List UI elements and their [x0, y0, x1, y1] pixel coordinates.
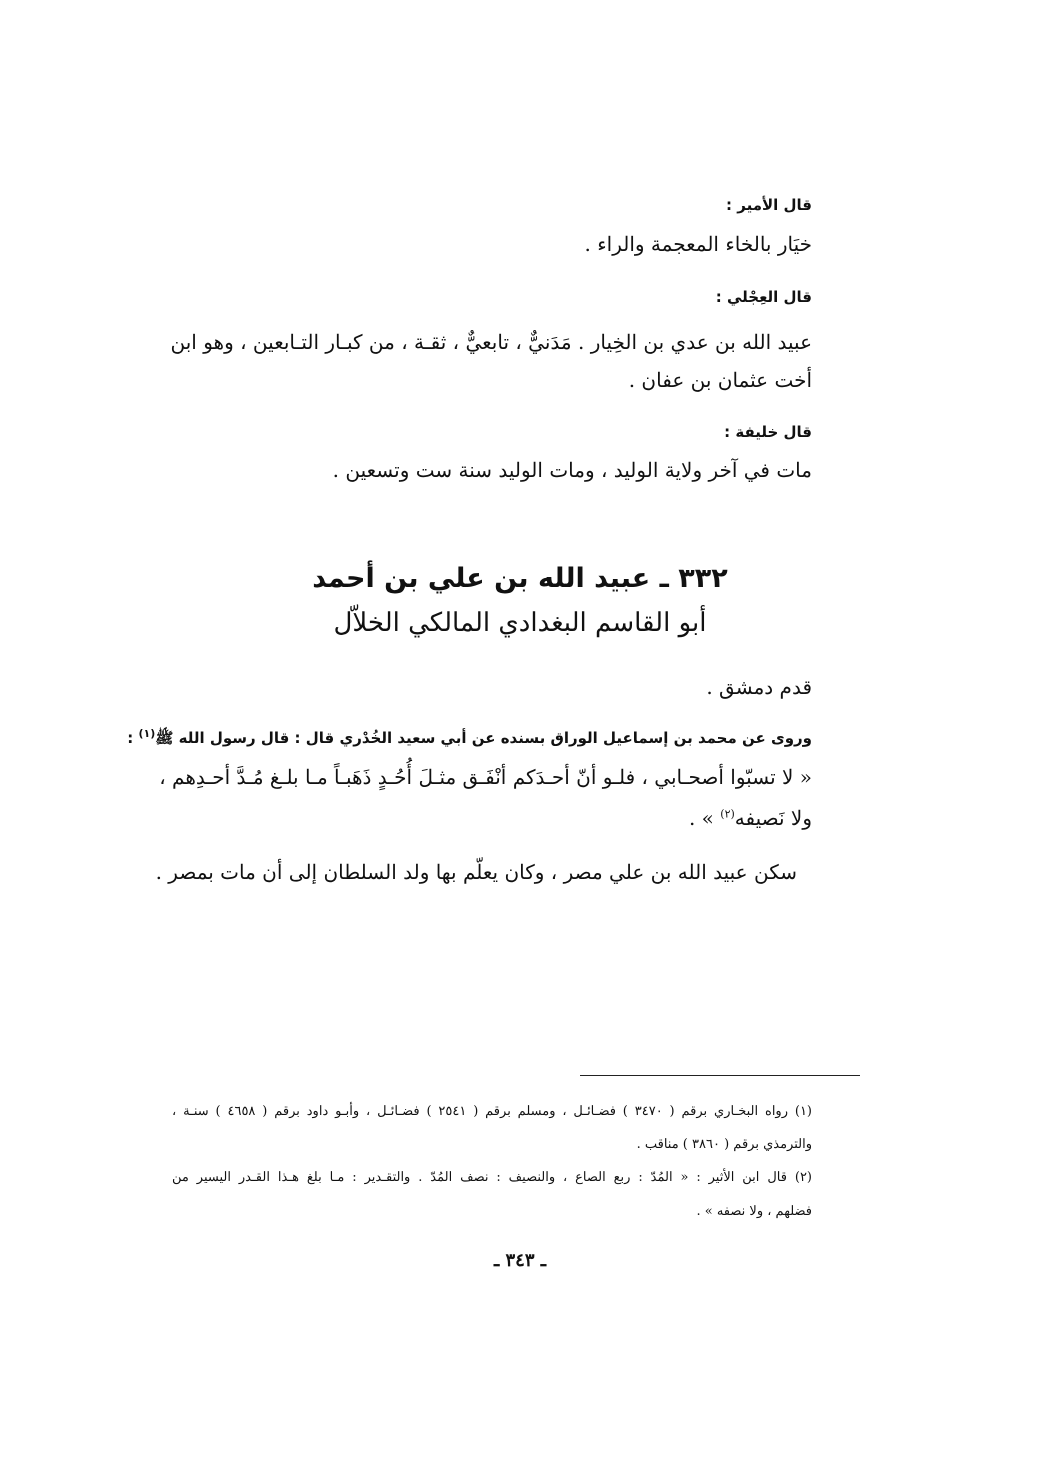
footnote-ref-2: (٢) [720, 807, 735, 821]
page-number: ـ ٣٤٣ ـ [493, 1250, 547, 1271]
khalifa-text: مات في آخر ولاية الوليد ، ومات الوليد سنة ست وتسعين . [332, 458, 812, 482]
ijli-text-line-1: عبيد الله بن عدي بن الخِيار . مَدَنيٌّ ، تابعيٌّ ، ثقـة ، من كبـار التـابعين ، وهو ابن [170, 330, 812, 354]
riwaya-line [127, 727, 812, 751]
ijli-heading: قال العِجْلي : [715, 288, 812, 306]
ijli-text-line-2: أخت عثمان بن عفان . [628, 368, 812, 392]
hadith-end: » . [688, 806, 721, 830]
footnote-2-line-1: (٢) قال ابن الأثير : « المُدّ : ربع الصاع ، والنصيف : نصف المُدّ . والتقـدير : مـا بلغ هـذا القـدر اليسير من [172, 1170, 812, 1185]
riwaya-end: : [127, 729, 139, 747]
footnote-ref-1: (١) [138, 727, 156, 740]
hadith-text-2: ولا نَصيفه [734, 806, 812, 830]
footnote-separator [580, 1075, 860, 1076]
amir-text: خيَار بالخاء المعجمة والراء . [584, 232, 812, 256]
entry-subtitle: أبو القاسم البغدادي المالكي الخلاّل [333, 608, 707, 638]
riwaya-text: وروى عن محمد بن إسماعيل الوراق بسنده عن أبي سعيد الخُدْري قال : قال رسول الله ﷺ [155, 729, 812, 747]
sakan-line: سكن عبيد الله بن علي مصر ، وكان يعلّم بها ولد السلطان إلى أن مات بمصر . [155, 860, 797, 884]
footnote-1-line-2: والترمذي برقم ( ٣٨٦٠ ) مناقب . [636, 1137, 812, 1152]
hadith-line-1: « لا تسبّوا أصحـابي ، فلـو أنّ أحـدَكم أنْفَـق مثـلَ أُحُـدٍ ذَهَبـاً مـا بلـغ مُـدَّ أحـدِهم ، [159, 765, 812, 789]
footnote-1-line-1: (١) رواه البخـاري برقم ( ٣٤٧٠ ) فضـائـل ، ومسلم برقم ( ٢٥٤١ ) فضـائـل ، وأبـو داود برقم ( ٤٦٥٨ ) سنـة ، [172, 1104, 812, 1119]
amir-heading: قال الأمير : [726, 196, 812, 214]
entry-line-1: قدم دمشق . [706, 675, 812, 699]
entry-title: ٣٣٢ ـ عبيد الله بن علي بن أحمد [312, 563, 728, 594]
khalifa-heading: قال خليفة : [724, 423, 812, 441]
footnote-2-line-2: فضلهم ، ولا نصفه » . [696, 1204, 812, 1219]
hadith-line-2 [172, 806, 812, 830]
